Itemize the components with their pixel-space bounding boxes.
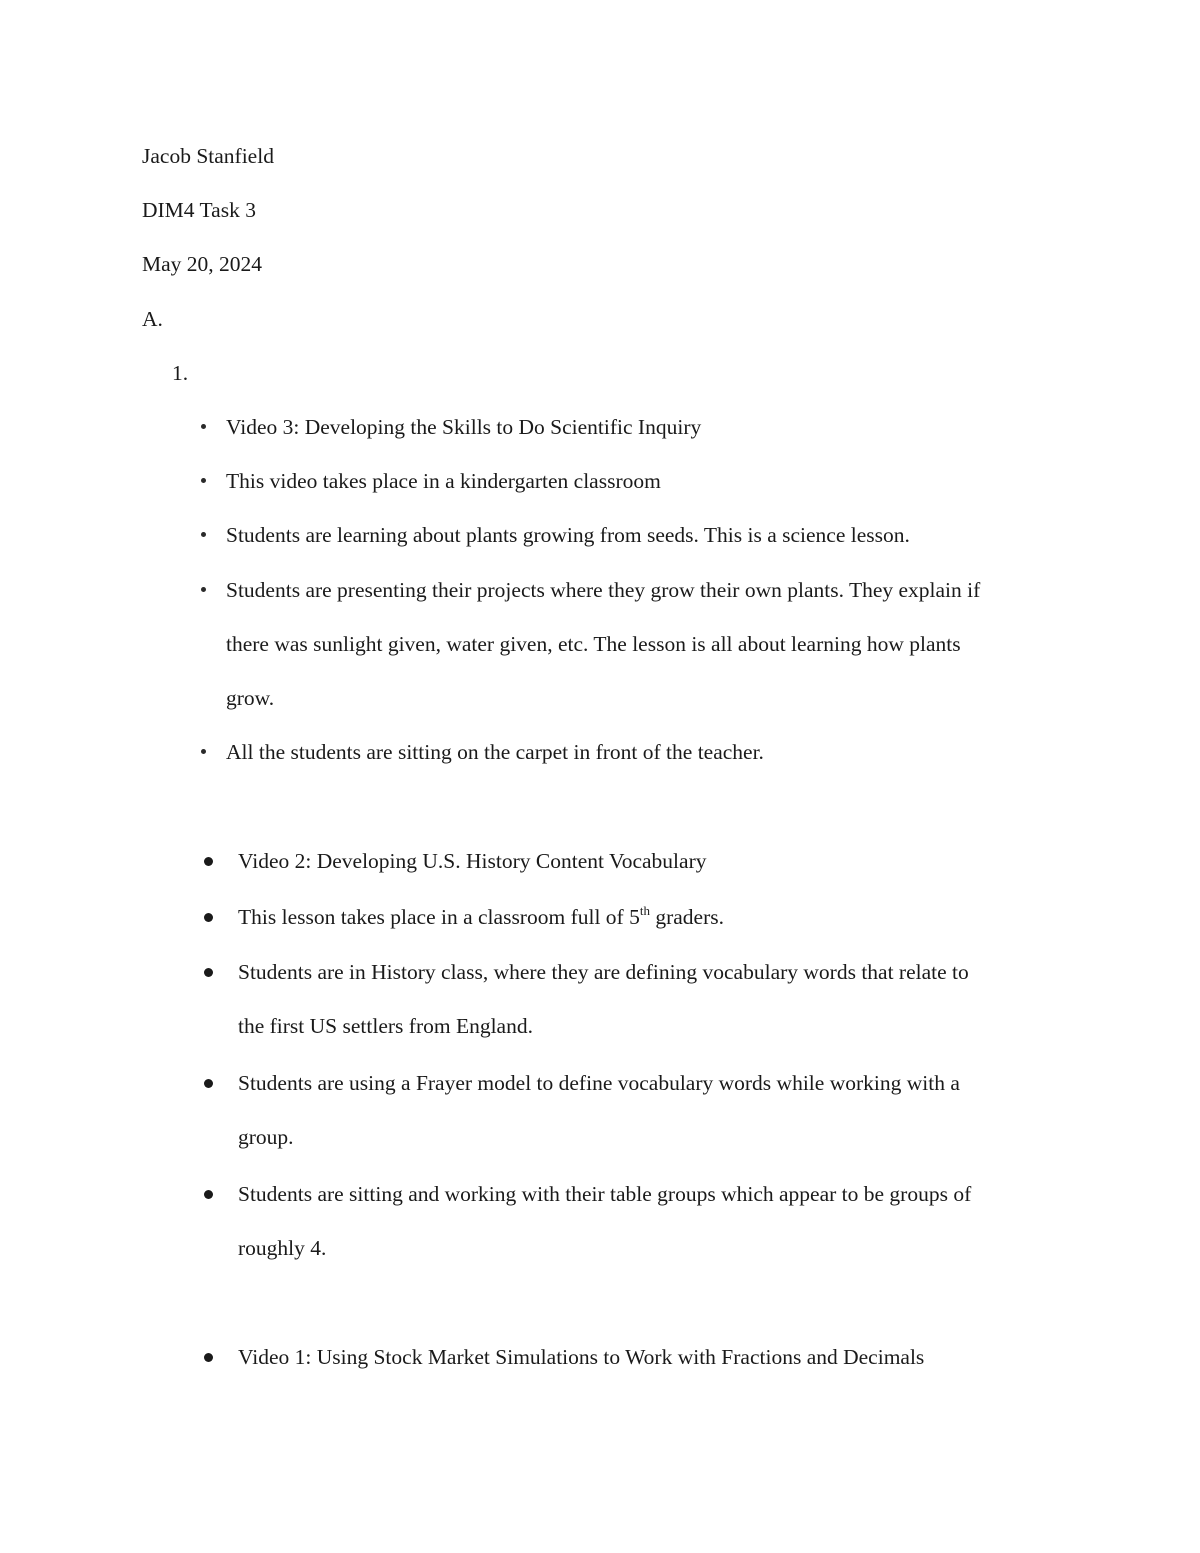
video3-title: Video 3: Developing the Skills to Do Scientific Inquiry [226, 415, 702, 439]
section-label: A. [142, 307, 163, 331]
bullet-icon [204, 857, 213, 866]
bullet-icon [201, 478, 206, 483]
video1-title: Video 1: Using Stock Market Simulations to Work with Fractions and Decimals [238, 1345, 925, 1369]
video3-activity-line: Students are presenting their projects where they grow their own plants. They explain if [226, 578, 981, 602]
video3-setting: This video takes place in a kindergarten classroom [226, 469, 661, 493]
video2-activity-line: Students are using a Frayer model to define vocabulary words while working with a [238, 1071, 960, 1095]
bullet-icon [204, 968, 213, 977]
video2-title: Video 2: Developing U.S. History Content Vocabulary [238, 849, 707, 873]
video2-subject-line: Students are in History class, where they are defining vocabulary words that relate to [238, 960, 969, 984]
video2-activity-line: group. [238, 1125, 294, 1149]
bullet-icon [201, 532, 206, 537]
ordinal-suffix: th [639, 903, 650, 918]
video2-setting [238, 904, 724, 930]
video2-seating-line: Students are sitting and working with their table groups which appear to be groups of [238, 1182, 972, 1206]
bullet-icon [204, 1353, 213, 1362]
author-name: Jacob Stanfield [142, 144, 274, 168]
video2-seating-line: roughly 4. [238, 1236, 327, 1260]
video3-seating: All the students are sitting on the carpet in front of the teacher. [226, 740, 764, 764]
video3-activity-line: grow. [226, 686, 275, 710]
video2-subject-line: the first US settlers from England. [238, 1014, 533, 1038]
bullet-icon [204, 1079, 213, 1088]
item-number: 1. [172, 361, 189, 385]
video2-setting-text-end: graders. [649, 905, 724, 929]
date: May 20, 2024 [142, 252, 263, 276]
course-task: DIM4 Task 3 [142, 198, 256, 222]
bullet-icon [201, 749, 206, 754]
video3-subject: Students are learning about plants growing from seeds. This is a science lesson. [226, 523, 910, 547]
bullet-icon [201, 424, 206, 429]
bullet-icon [204, 1190, 213, 1199]
video2-setting-text: This lesson takes place in a classroom full of 5 [238, 905, 640, 929]
bullet-icon [204, 913, 213, 922]
video3-activity-line: there was sunlight given, water given, etc. The lesson is all about learning how plants [226, 632, 961, 656]
bullet-icon [201, 587, 206, 592]
